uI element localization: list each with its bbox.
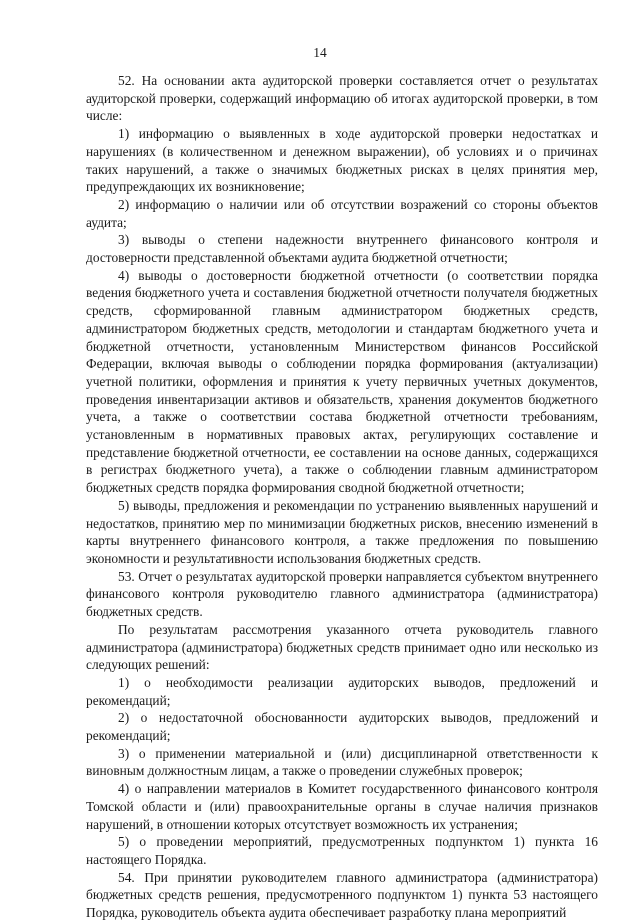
- paragraph-53-item-2: 2) о недостаточной обоснованности аудиторских выводов, предложений и рекомендаций;: [86, 710, 598, 744]
- paragraph-53-decisions-intro: По результатам рассмотрения указанного отчета руководитель главного администратора (администратора) бюджетных средств принимает одно или несколько из следующих решений:: [86, 621, 598, 673]
- paragraph-52-item-2: 2) информацию о наличии или об отсутствии возражений со стороны объектов аудита;: [86, 196, 598, 230]
- paragraph-52-item-1: 1) информацию о выявленных в ходе аудиторской проверки недостатках и нарушениях (в количественном и денежном выражении), об условиях и о причинах таких нарушений, а также о значимых бюджетных рисках в целях принятия мер, предупреждающих их возникновение;: [86, 126, 598, 195]
- paragraph-53-item-4: 4) о направлении материалов в Комитет государственного финансового контроля Томской области и (или) правоохранительные органы в случае наличия признаков нарушений, в отношении которых отсутствует возможность их устранения;: [86, 781, 598, 832]
- paragraph-53: 53. Отчет о результатах аудиторской проверки направляется субъектом внутреннего финансового контроля руководителю главного администратора (администратора) бюджетных средств.: [86, 568, 598, 620]
- paragraph-53-item-1: 1) о необходимости реализации аудиторских выводов, предложений и рекомендаций;: [86, 674, 598, 708]
- paragraph-52-item-4: 4) выводы о достоверности бюджетной отчетности (о соответствии порядка ведения бюджетного учета и составления бюджетной отчетности получателя бюджетных средств, сформированной главным администратором бюджетных средств, администратором бюджетных средств, методологии и стандартам бюджетного учета и бюджетной отчетности, установленным Министерством финансов Российской Федерации, включая выводы о соблюдении порядка формирования (актуализации) учетной политики, оформления и принятия к учету первичных учетных документов, проведения инвентаризации активов и обязательств, хранения документов бюджетного учета, а также о соответствии состава бюджетной отчетности требованиям, установленным в нормативных правовых актах, регулирующих составление и представление бюджетной отчетности, ее составлении на основе данных, содержащихся в регистрах бюджетного учета), а также о соблюдении главным администратором бюджетных средств порядка формирования сводной бюджетной отчетности;: [86, 267, 598, 496]
- paragraph-52: 52. На основании акта аудиторской проверки составляется отчет о результатах аудиторской проверки, содержащий информацию об итогах аудиторской проверки, в том числе:: [86, 73, 598, 124]
- paragraph-53-item-5: 5) о проведении мероприятий, предусмотренных подпунктом 1) пункта 16 настоящего Порядка.: [86, 834, 598, 867]
- paragraph-53-item-3: 3) о применении материальной и (или) дисциплинарной ответственности к виновным должностным лицам, а также о проведении служебных проверок;: [86, 745, 598, 779]
- document-body: [86, 72, 598, 922]
- paragraph-52-item-5: 5) выводы, предложения и рекомендации по устранению выявленных нарушений и недостатков, принятию мер по минимизации бюджетных рисков, внесению изменений в карты внутреннего финансового контроля, а также предложения по повышению экономности и результативности использования бюджетных средств.: [86, 497, 598, 566]
- page-number: 14: [313, 45, 327, 60]
- paragraph-52-item-3: 3) выводы о степени надежности внутреннего финансового контроля и достоверности представленной объектами аудита бюджетной отчетности;: [86, 232, 598, 266]
- paragraph-54: 54. При принятии руководителем главного администратора (администратора) бюджетных средств решения, предусмотренного подпунктом 1) пункта 53 настоящего Порядка, руководитель объекта аудита обеспечивает разработку плана мероприятий: [86, 869, 598, 921]
